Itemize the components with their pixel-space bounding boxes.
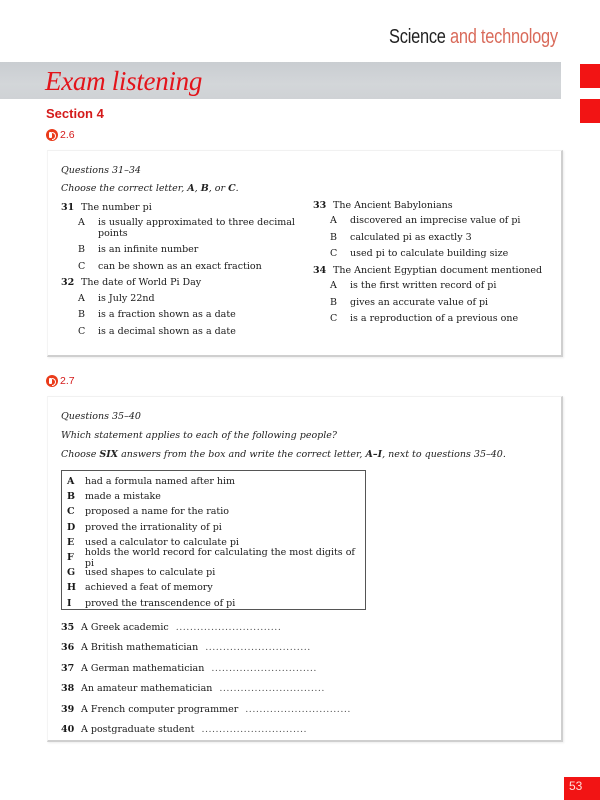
letter-b: B (200, 183, 209, 194)
audio-speaker-icon (46, 129, 58, 141)
instruction (61, 183, 239, 194)
option-letter: C (78, 325, 86, 337)
question-32 (61, 278, 301, 337)
option-b[interactable] (313, 298, 553, 308)
option-text: is July 22nd (98, 292, 155, 304)
answer-prompt: A German mathematician (81, 662, 205, 674)
questions-35-40-box (47, 396, 563, 742)
option-text: is usually approximated to three decimal points (98, 217, 295, 239)
option-text: is a reproduction of a previous one (350, 313, 519, 325)
running-head-main: Science (389, 26, 446, 48)
answer-row-36 (61, 638, 351, 659)
option-text: discovered an imprecise value of pi (350, 215, 521, 227)
option-letter: B (330, 231, 337, 243)
edge-tab-marker (580, 99, 600, 123)
running-head-accent: and technology (450, 26, 558, 48)
questions-column-left (61, 203, 301, 343)
statement-letter: F (67, 552, 74, 564)
option-c[interactable] (61, 327, 301, 337)
option-letter: C (330, 248, 338, 260)
questions-column-right (313, 201, 553, 331)
option-text: is a decimal shown as a date (98, 325, 236, 337)
statement-letter: G (67, 567, 76, 579)
separator: , or (208, 183, 226, 194)
answer-blank[interactable]: .............................. (219, 683, 325, 695)
statement-option (67, 504, 365, 519)
audio-speaker-icon (46, 375, 58, 387)
question-stem: The Ancient Babylonians (333, 200, 453, 211)
question-34 (313, 266, 553, 325)
statement-text: proved the irrationality of pi (85, 521, 222, 533)
option-text: gives an accurate value of pi (350, 296, 489, 308)
instruction-text: , next to questions 35–40. (382, 449, 506, 460)
answer-list (61, 617, 351, 740)
question-number: 33 (313, 200, 327, 211)
option-a[interactable] (313, 216, 553, 226)
answer-number: 36 (61, 642, 75, 654)
option-text: is an infinite number (98, 244, 199, 256)
answer-blank[interactable]: .............................. (175, 621, 282, 633)
answer-prompt: A postgraduate student (81, 724, 195, 736)
answer-number: 37 (61, 662, 75, 674)
answer-prompt: A British mathematician (81, 642, 199, 654)
statement-letter: A (67, 476, 75, 488)
answer-row-39 (61, 699, 351, 720)
answer-row-35 (61, 617, 351, 638)
option-text: calculated pi as exactly 3 (350, 231, 472, 243)
option-a[interactable] (313, 281, 553, 291)
statement-option (67, 596, 365, 611)
questions-range: Questions 31–34 (61, 165, 141, 176)
instruction-emphasis: SIX (99, 449, 119, 460)
statement-letter: D (67, 521, 76, 533)
statement-text: achieved a feat of memory (85, 582, 213, 594)
answer-prompt: A Greek academic (81, 621, 169, 633)
answer-row-37 (61, 658, 351, 679)
question-number: 31 (61, 202, 75, 213)
question-stem: The Ancient Egyptian document mentioned (333, 264, 543, 276)
option-a[interactable] (61, 218, 301, 239)
option-text: used pi to calculate building size (350, 248, 509, 260)
statement-text: used a calculator to calculate pi (85, 536, 239, 548)
option-letter: A (330, 215, 337, 227)
option-a[interactable] (61, 294, 301, 304)
answer-blank[interactable]: .............................. (205, 642, 311, 654)
audio-track-2-7[interactable] (46, 375, 75, 387)
option-letter: B (330, 296, 337, 308)
answer-row-38 (61, 679, 351, 700)
option-letter: C (78, 260, 86, 272)
running-head (389, 26, 558, 49)
audio-track-label: 2.7 (60, 375, 75, 387)
statement-letter: I (67, 597, 72, 609)
answer-number: 35 (61, 621, 75, 633)
answer-number: 39 (61, 703, 75, 715)
questions-31-34-box (47, 150, 563, 357)
separator: . (235, 183, 239, 194)
option-letter: C (330, 313, 338, 325)
audio-track-label: 2.6 (60, 129, 75, 141)
option-text: is the first written record of pi (350, 280, 497, 292)
option-letter: B (78, 244, 85, 256)
separator: , (194, 183, 198, 194)
answer-number: 38 (61, 683, 75, 695)
answer-blank[interactable]: .............................. (201, 724, 308, 736)
answer-row-40 (61, 720, 351, 741)
question-33 (313, 201, 553, 260)
statement-text: had a formula named after him (85, 476, 236, 488)
statement-option (67, 580, 365, 595)
section-title: Section 4 (46, 106, 104, 121)
question-stem: The number pi (81, 202, 152, 213)
audio-track-2-6[interactable] (46, 129, 75, 141)
statement-text: used shapes to calculate pi (85, 567, 216, 579)
answer-blank[interactable]: .............................. (211, 662, 317, 674)
option-letter: A (78, 292, 85, 304)
statement-letter: E (67, 536, 75, 548)
instruction-emphasis: A–I (365, 449, 383, 460)
option-c[interactable] (313, 249, 553, 259)
question-31 (61, 203, 301, 272)
statement-option (67, 546, 365, 569)
option-b[interactable] (313, 233, 553, 243)
question-number: 32 (61, 277, 75, 289)
statement-text: proposed a name for the ratio (85, 506, 230, 518)
statement-letter: C (67, 506, 75, 518)
edge-tab-marker (580, 64, 600, 88)
question-number: 34 (313, 264, 327, 276)
statement-text: proved the transcendence of pi (85, 597, 236, 609)
question-stem: The date of World Pi Day (81, 277, 202, 289)
answer-number: 40 (61, 724, 75, 736)
statement-letter: B (67, 491, 76, 503)
instruction-text: Choose the correct letter, (61, 183, 185, 194)
option-text: is a fraction shown as a date (98, 309, 236, 321)
option-letter: A (78, 217, 85, 229)
option-letter: A (330, 280, 337, 292)
instruction-2 (61, 449, 506, 460)
option-b[interactable] (61, 245, 301, 255)
statement-option (67, 489, 365, 504)
statement-options-box (61, 470, 366, 610)
option-b[interactable] (61, 310, 301, 320)
statement-option (67, 474, 365, 489)
statement-letter: H (67, 582, 76, 594)
answer-prompt: An amateur mathematician (81, 683, 213, 695)
instruction-text: Choose (61, 449, 97, 460)
questions-range: Questions 35–40 (61, 411, 141, 422)
instruction-1: Which statement applies to each of the following people? (61, 430, 337, 441)
answer-blank[interactable]: .............................. (245, 703, 351, 715)
letter-c: C (228, 183, 236, 194)
statement-text: made a mistake (85, 491, 161, 503)
statement-text: holds the world record for calculating the most digits of pi (84, 546, 355, 569)
option-text: can be shown as an exact fraction (98, 260, 262, 272)
option-c[interactable] (61, 262, 301, 272)
option-letter: B (78, 309, 85, 321)
page-number: 53 (564, 777, 600, 800)
letter-a: A (187, 183, 195, 194)
instruction-text: answers from the box and write the correct letter, (121, 449, 363, 460)
page-title: Exam listening (45, 66, 203, 96)
answer-prompt: A French computer programmer (81, 703, 239, 715)
option-c[interactable] (313, 314, 553, 324)
statement-option (67, 520, 365, 535)
